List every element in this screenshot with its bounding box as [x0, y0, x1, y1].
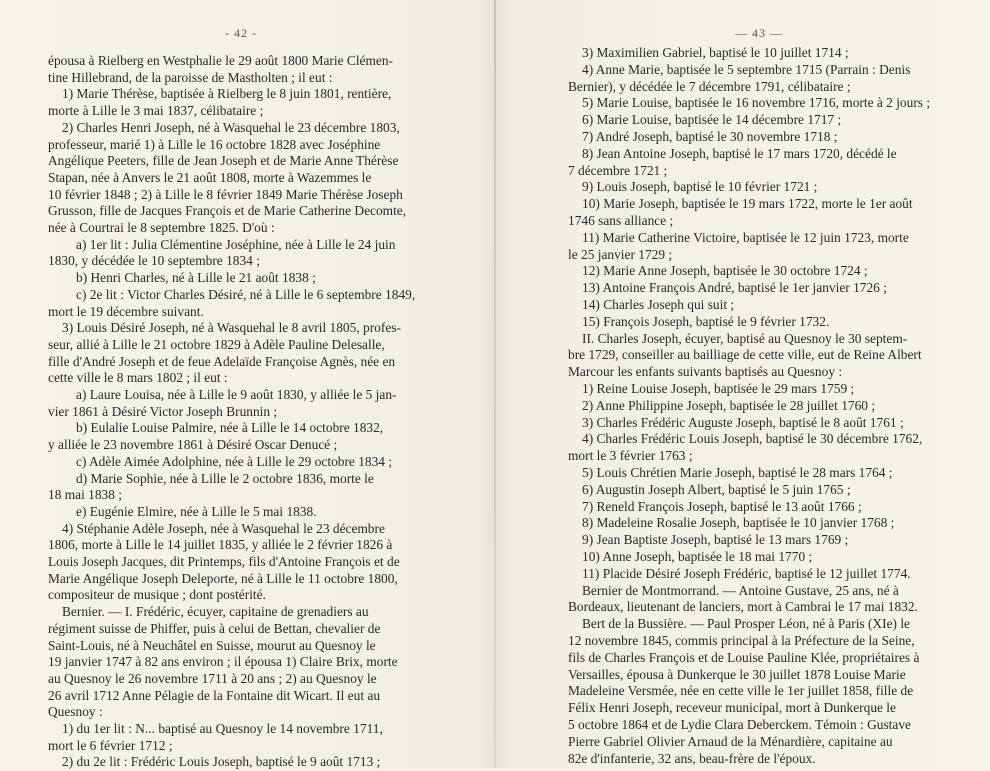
text-line: régiment suisse de Phiffer, puis à celui de Bettan, chevalier de — [48, 620, 381, 636]
text-line: 1746 sans alliance ; — [568, 213, 674, 228]
text-line: 8) Madeleine Rosalie Joseph, baptisée le 10 janvier 1768 ; — [582, 515, 895, 531]
text-line: seur, allié à Lille le 21 octobre 1829 à Adèle Pauline Delesalle, — [48, 336, 385, 352]
text-line: née à Courtrai le 8 septembre 1825. D'où : — [48, 220, 275, 235]
text-line: 1830, y décédée le 10 septembre 1834 ; — [48, 253, 260, 269]
text-line: 82e d'infanterie, 32 ans, beau-frère de l'époux. — [568, 750, 816, 766]
text-line: 9) Louis Joseph, baptisé le 10 février 1721 ; — [582, 179, 818, 195]
page-number: - 42 - — [225, 26, 257, 40]
text-line: 10) Marie Joseph, baptisée le 19 mars 1722, morte le 1er août — [582, 196, 913, 212]
text-line: 1) Reine Louise Joseph, baptisée le 29 mars 1759 ; — [582, 381, 855, 396]
text-line: Bert de la Bussière. — Paul Prosper Léon, né à Paris (XIe) le — [582, 616, 910, 632]
text-line: bre 1729, conseiller au bailliage de cette ville, eut de Reine Albert — [568, 347, 922, 363]
text-line: mort le 6 février 1712 ; — [48, 737, 173, 753]
text-line: 3) Maximilien Gabriel, baptisé le 10 juillet 1714 ; — [582, 45, 849, 60]
text-line: 5 octobre 1864 et de Lydie Clara Deberckem. Témoin : Gustave — [568, 717, 911, 732]
text-line: 26 avril 1712 Anne Pélagie de la Fontaine dit Wicart. Il eut au — [48, 687, 381, 703]
text-line: 12 novembre 1845, commis principal à la Préfecture de la Seine, — [568, 633, 915, 648]
text-line: 6) Augustin Joseph Albert, baptisé le 5 juin 1765 ; — [582, 481, 851, 497]
right-page — [495, 0, 990, 768]
text-line: y alliée le 23 novembre 1861 à Désiré Oscar Denucé ; — [48, 437, 338, 453]
text-line: Bernier), y décédée le 7 décembre 1791, célibataire ; — [568, 78, 851, 94]
text-line: professeur, marié 1) à Lille le 16 octobre 1828 avec Joséphine — [48, 136, 381, 152]
text-line: Louis Joseph Jacques, dit Printemps, fils d'Antoine François et de — [48, 554, 400, 569]
text-line: Marie Angélique Joseph Deleporte, né à Lille le 11 octobre 1800, — [48, 570, 398, 586]
text-line: Quesnoy : — [48, 704, 103, 720]
text-line: au Quesnoy le 26 novembre 1711 à 20 ans ; 2) au Quesnoy le — [48, 670, 377, 686]
text-line: compositeur de musique ; dont postérité. — [48, 587, 266, 603]
text-line: Pierre Gabriel Olivier Arnaud de la Ménardière, capitaine au — [568, 733, 893, 749]
text-line: cette ville le 8 mars 1802 ; il eut : — [48, 370, 228, 386]
text-line: 12) Marie Anne Joseph, baptisée le 30 octobre 1724 ; — [582, 263, 868, 279]
text-line: mort le 3 février 1763 ; — [568, 448, 693, 464]
text-line: 6) Marie Louise, baptisée le 14 décembre 1717 ; — [582, 112, 842, 128]
text-line: Angélique Peeters, fille de Jean Joseph et de Marie Anne Thérèse — [48, 153, 399, 169]
text-line: Marcour les enfants suivants baptisés au Quesnoy : — [568, 364, 843, 380]
text-line: fils de Charles François et de Louise Pauline Klée, propriétaires à — [568, 649, 920, 665]
text-line: 10) Anne Joseph, baptisée le 18 mai 1770 ; — [582, 549, 813, 564]
text-line: 2) Anne Philippine Joseph, baptisée le 28 juillet 1760 ; — [582, 397, 876, 413]
text-line: Saint-Louis, né à Neuchâtel en Suisse, mourut au Quesnoy le — [48, 637, 376, 653]
text-line: 18 mai 1838 ; — [48, 487, 123, 503]
text-line: Versailles, épousa à Dunkerque le 30 juillet 1878 Louise Marie — [568, 666, 906, 682]
text-line: le 25 janvier 1729 ; — [568, 246, 673, 262]
text-line: 14) Charles Joseph qui suit ; — [582, 297, 735, 312]
text-line: 5) Louis Chrétien Marie Joseph, baptisé le 28 mars 1764 ; — [582, 465, 893, 480]
text-line: vier 1861 à Désiré Victor Joseph Brunnin ; — [48, 403, 278, 419]
text-line: mort le 19 décembre suivant. — [48, 303, 204, 319]
text-line: 2) du 2e lit : Frédéric Louis Joseph, baptisé le 9 août 1713 ; — [62, 754, 381, 770]
text-line: 3) Charles Frédéric Auguste Joseph, baptisé le 8 août 1761 ; — [582, 414, 904, 430]
text-line: 19 janvier 1747 à 82 ans environ ; il épousa 1) Claire Brix, morte — [48, 654, 398, 670]
text-line: 1) du 1er lit : N... baptisé au Quesnoy le 14 novembre 1711, — [62, 721, 383, 736]
text-line: 4) Charles Frédéric Louis Joseph, baptisé le 30 décembre 1762, — [582, 431, 923, 447]
text-line: a) 1er lit : Julia Clémentine Joséphine, née à Lille le 24 juin — [76, 236, 396, 252]
text-line: 1806, morte à Lille le 14 juillet 1835, y alliée le 2 février 1826 à — [48, 537, 393, 553]
text-line: tine Hillebrand, de la paroisse de Mastholten ; il eut : — [48, 69, 333, 85]
text-line: c) Adèle Aimée Adolphine, née à Lille le 29 octobre 1834 ; — [76, 453, 393, 469]
text-line: 1) Marie Thérèse, baptisée à Rielberg le 8 juin 1801, rentière, — [62, 86, 392, 102]
text-line: 15) François Joseph, baptisé le 9 février 1732. — [582, 313, 830, 329]
left-page — [0, 0, 495, 768]
page-number: — 43 — — [735, 26, 783, 40]
text-line: II. Charles Joseph, écuyer, baptisé au Quesnoy le 30 septem- — [582, 330, 908, 346]
text-line: 4) Anne Marie, baptisée le 5 septembre 1715 (Parrain : Denis — [582, 61, 911, 77]
text-line: Madeleine Versmée, née en cette ville le 1er juillet 1858, fille de — [568, 683, 914, 699]
text-line: 4) Stéphanie Adèle Joseph, née à Wasquehal le 23 décembre — [62, 520, 385, 536]
text-line: a) Laure Louisa, née à Lille le 9 août 1830, y alliée le 5 jan- — [76, 387, 397, 402]
text-line: 11) Marie Catherine Victoire, baptisée le 12 juin 1723, morte — [582, 229, 909, 245]
text-line: 7 décembre 1721 ; — [568, 162, 668, 178]
text-line: b) Eulalie Louise Palmire, née à Lille le 14 octobre 1832, — [76, 420, 384, 436]
text-line: c) 2e lit : Victor Charles Désiré, né à Lille le 6 septembre 1849, — [76, 286, 416, 302]
text-line: fille d'André Joseph et de feue Adelaïde Françoise Agnès, née en — [48, 353, 396, 369]
text-line: 7) Reneld François Joseph, baptisé le 13 août 1766 ; — [582, 498, 862, 514]
text-line: Bernier de Montmorrand. — Antoine Gustave, 25 ans, né à — [582, 582, 899, 598]
text-line: 10 février 1848 ; 2) à Lille le 8 février 1849 Marie Thérèse Joseph — [48, 186, 403, 202]
text-line: b) Henri Charles, né à Lille le 21 août 1838 ; — [76, 270, 316, 286]
text-line: 3) Louis Désiré Joseph, né à Wasquehal le 8 avril 1805, profes- — [62, 320, 401, 336]
text-line: Bernier. — I. Frédéric, écuyer, capitaine de grenadiers au — [62, 604, 369, 620]
text-line: e) Eugénie Elmire, née à Lille le 5 mai 1838. — [76, 503, 317, 519]
text-line: morte à Lille le 3 mai 1837, célibataire ; — [48, 103, 264, 119]
text-line: épousa à Rielberg en Westphalie le 29 août 1800 Marie Clémen- — [48, 53, 393, 68]
text-line: 11) Placide Désiré Joseph Frédéric, baptisé le 12 juillet 1774. — [582, 565, 911, 581]
text-line: Bordeaux, lieutenant de lanciers, mort à Cambrai le 17 mai 1832. — [568, 599, 918, 615]
text-line: 5) Marie Louise, baptisée le 16 novembre 1716, morte à 2 jours ; — [582, 95, 931, 111]
text-line: 7) André Joseph, baptisé le 30 novembre 1718 ; — [582, 129, 838, 144]
text-line: Félix Henri Joseph, receveur municipal, mort à Dunkerque le — [568, 700, 896, 716]
text-line: 9) Jean Baptiste Joseph, baptisé le 13 mars 1769 ; — [582, 532, 849, 548]
text-line: 8) Jean Antoine Joseph, baptisé le 17 mars 1720, décédé le — [582, 145, 897, 161]
text-line: d) Marie Sophie, née à Lille le 2 octobre 1836, morte le — [76, 470, 374, 486]
text-line: Grusson, fille de Jacques François et de Marie Catherine Decomte, — [48, 203, 407, 219]
text-line: Stapan, née à Anvers le 21 août 1808, morte à Wazemmes le — [48, 169, 372, 185]
text-line: 13) Antoine François André, baptisé le 1er janvier 1726 ; — [582, 280, 887, 296]
text-line: 2) Charles Henri Joseph, né à Wasquehal le 23 décembre 1803, — [62, 119, 400, 135]
